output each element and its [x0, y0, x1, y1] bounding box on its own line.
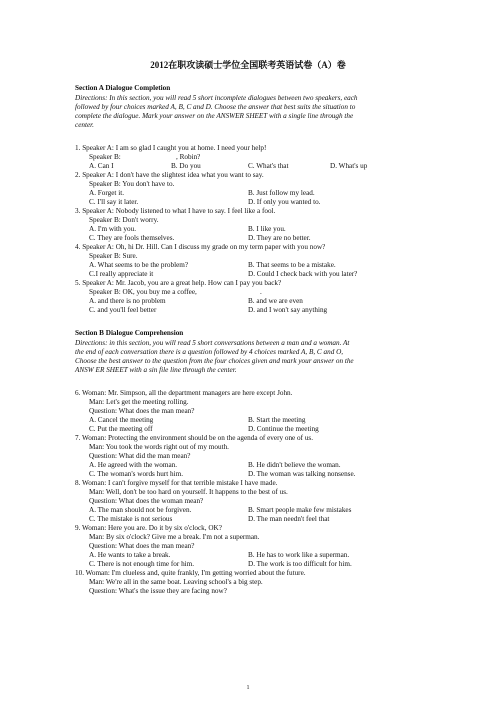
question-line: Question: What does the man mean? — [89, 407, 195, 415]
section-b-directions-line: ANSW ER SHEET with a sin file line through the center. — [75, 366, 237, 374]
option-d: D. They are no better. — [248, 234, 311, 242]
man-line: Man: Well, don't be too hard on yourself. It happens to the best of us. — [89, 488, 288, 496]
question-stem: 2. Speaker A: I don't have the slightest idea what you want to say. — [75, 171, 264, 179]
option-c: C. I'll say it later. — [89, 198, 139, 206]
question-stem: 9. Woman: Here you are. Do it by six o'clock, OK? — [75, 524, 222, 532]
option-a: A. Forget it. — [89, 189, 125, 197]
option-d: D. The man needn't feel that — [248, 515, 330, 523]
option-c: C. There is not enough time for him. — [89, 560, 195, 568]
option-c: C. Put the meeting off — [89, 425, 153, 433]
man-line: Man: We're all in the same boat. Leaving school's a big step. — [89, 578, 263, 586]
option-b: B. Start the meeting — [248, 416, 306, 424]
man-line: Man: Let's get the meeting rolling. — [89, 398, 189, 406]
question-line: Question: What did the man mean? — [89, 452, 191, 460]
section-b-directions-line: Choose the best answer to the question from the four choices given and mark your answer on the — [75, 357, 354, 365]
man-line: Man: By six o'clock? Give me a break. I'm not a superman. — [89, 533, 260, 541]
option-d: D. The woman was talking nonsense. — [248, 470, 356, 478]
option-a: A. What seems to be the problem? — [89, 261, 189, 269]
section-a-directions-line: Directions: In this section, you will read 5 short incomplete dialogues between two speakers, each — [75, 94, 358, 102]
question-line: Question: What does the woman mean? — [89, 497, 204, 505]
question-stem: 6. Woman: Mr. Simpson, all the department managers are here except John. — [75, 389, 293, 397]
question-stem: 1. Speaker A: I am so glad I caught you at home. I need your help! — [75, 144, 267, 152]
option-b: B. He has to work like a superman. — [248, 551, 350, 559]
speaker-b-line: Speaker B: You don't have to. — [89, 180, 175, 188]
question-line: Question: What does the man mean? — [89, 542, 195, 550]
option-b: B. Just follow my lead. — [248, 189, 315, 197]
question-stem: 7. Woman: Protecting the environment should be on the agenda of every one of us. — [75, 434, 314, 442]
option-a: A. and there is no problem — [89, 297, 166, 305]
option-c: C. They are fools themselves. — [89, 234, 175, 242]
question-stem: 5. Speaker A: Mr. Jacob, you are a great help. How can I pay you back? — [75, 279, 282, 287]
option-b: B. He didn't believe the woman. — [248, 461, 341, 469]
question-stem: 8. Woman: I can't forgive myself for that terrible mistake I have made. — [75, 479, 278, 487]
speaker-b-line: Speaker B: — [89, 153, 121, 161]
option-b: B. and we are even — [248, 297, 303, 305]
option-a: A. Cancel the meeting — [89, 416, 154, 424]
option-b: B. Smart people make few mistakes — [248, 506, 352, 514]
option-a: A. Can I — [89, 162, 114, 170]
section-b-heading: Section B Dialogue Comprehension — [75, 329, 184, 337]
option-b: B. That seems to be a mistake. — [248, 261, 336, 269]
speaker-b-line: Speaker B: OK, you buy me a coffee, — [89, 288, 197, 296]
section-a-directions-line: center. — [75, 121, 94, 129]
question-stem: 10. Woman: I'm clueless and, quite frankly, I'm getting worried about the future. — [75, 569, 306, 577]
option-b: B. Do you — [171, 162, 201, 170]
option-c: C. The woman's words hurt him. — [89, 470, 183, 478]
question-stem: 4. Speaker A: Oh, hi Dr. Hill. Can I discuss my grade on my term paper with you now? — [75, 243, 326, 251]
speaker-b-line: Speaker B: Don't worry. — [89, 216, 159, 224]
option-c: C. The mistake is not serious — [89, 515, 173, 523]
option-c: C. and you'll feel better — [89, 306, 157, 314]
speaker-b-tail: . — [260, 288, 262, 296]
exam-title: 2012在职攻读硕士学位全国联考英语试卷（A）卷 — [150, 60, 346, 70]
option-d: D. What's up — [330, 162, 368, 170]
question-stem: 3. Speaker A: Nobody listened to what I have to say. I feel like a fool. — [75, 207, 276, 215]
speaker-b-tail: , Robin? — [176, 153, 201, 161]
option-b: B. I like you. — [248, 225, 286, 233]
man-line: Man: You took the words right out of my mouth. — [89, 443, 229, 451]
option-a: A. The man should not be forgiven. — [89, 506, 192, 514]
section-b-directions-line: the end of each conversation there is a question followed by 4 choices marked A, B, C and O, — [75, 348, 344, 356]
option-d: D. The work is too difficult for him. — [248, 560, 352, 568]
option-d: D. Continue the meeting — [248, 425, 319, 433]
option-c: C. What's that — [248, 162, 289, 170]
option-c: C.I really appreciate it — [89, 270, 154, 278]
page-number: 1 — [246, 685, 250, 691]
option-d: D. and I won't say anything — [248, 306, 328, 314]
section-a-heading: Section A Dialogue Completion — [75, 84, 171, 92]
question-line: Question: What's the issue they are facing now? — [89, 587, 227, 595]
option-a: A. He wants to take a break. — [89, 551, 171, 559]
section-a-directions-line: followed by four choices marked A, B, C and D. Choose the answer that best suits the situation to — [75, 103, 356, 111]
option-a: A. He agreed with the woman. — [89, 461, 178, 469]
section-a-directions-line: complete the dialogue. Mark your answer on the ANSWER SHEET with a single line through the — [75, 112, 354, 120]
option-a: A. I'm with you. — [89, 225, 137, 233]
section-b-directions-line: Directions: in this section, you will read 5 short conversations between a man and a woman. At — [75, 339, 350, 347]
option-d: D. If only you wanted to. — [248, 198, 321, 206]
option-d: D. Could I check back with you later? — [248, 270, 358, 278]
speaker-b-line: Speaker B: Sure. — [89, 252, 138, 260]
